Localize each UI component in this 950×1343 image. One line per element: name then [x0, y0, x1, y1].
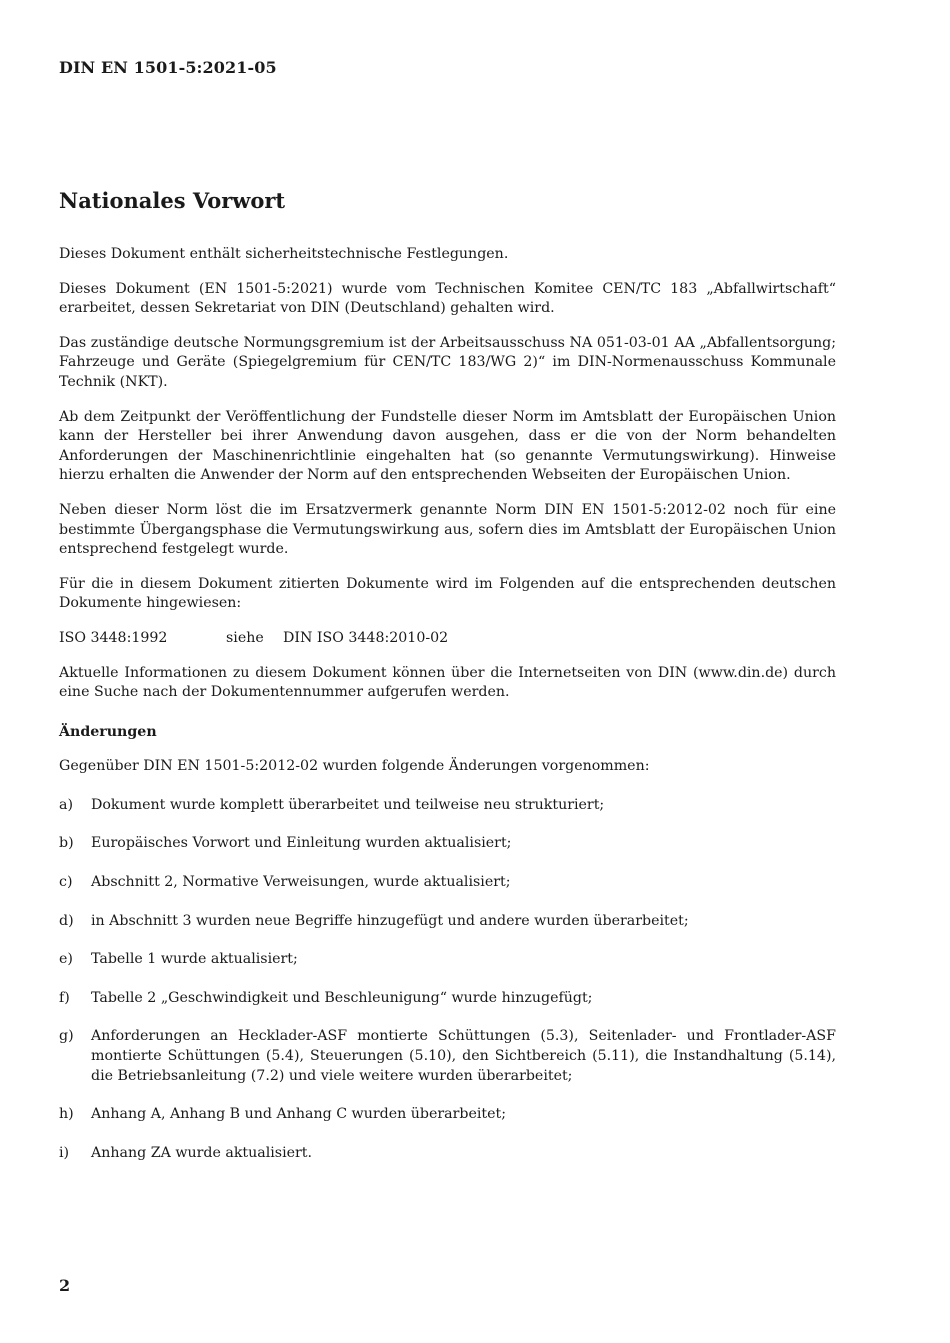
page-number: 2: [59, 1276, 71, 1295]
list-marker: b): [59, 835, 74, 852]
info-paragraph: Aktuelle Informationen zu diesem Dokument können über die Internetseiten von DIN (www.din.de) durch eine Suche nach der Dokumentennummer aufgerufen werden.: [59, 664, 836, 701]
reference-iso: ISO 3448:1992: [59, 629, 168, 646]
list-item: [59, 950, 836, 970]
list-text: Anhang A, Anhang B und Anhang C wurden überarbeitet;: [91, 1106, 506, 1123]
list-text: Anhang ZA wurde aktualisiert.: [91, 1144, 313, 1161]
list-marker: e): [59, 951, 73, 968]
changes-intro: Gegenüber DIN EN 1501-5:2012-02 wurden folgende Änderungen vorgenommen:: [59, 758, 650, 775]
changes-heading: Änderungen: [59, 723, 157, 740]
list-item: [59, 796, 836, 816]
list-marker: f): [59, 989, 70, 1006]
reference-din: DIN ISO 3448:2010-02: [283, 629, 449, 646]
paragraph-6: Für die in diesem Dokument zitierten Dokumente wird im Folgenden auf die entsprechenden deutschen Dokumente hingewiesen:: [59, 575, 836, 612]
list-marker: h): [59, 1106, 74, 1123]
list-item: [59, 1027, 836, 1086]
list-text: Anforderungen an Hecklader-ASF montierte Schüttungen (5.3), Seitenlader- und Frontlader-ASF montierte Schüttungen (5.4), Steuerungen (5.10), den Sichtbereich (5.11), die Instandhaltung (5.14), die Betriebsanleitung (7.2) und viele weitere wurden überarbeitet;: [91, 1028, 836, 1084]
list-item: [59, 834, 836, 854]
list-marker: a): [59, 796, 73, 813]
list-text: in Abschnitt 3 wurden neue Begriffe hinzugefügt und andere wurden überarbeitet;: [91, 912, 689, 929]
list-item: [59, 912, 836, 932]
paragraph-2: Dieses Dokument (EN 1501-5:2021) wurde vom Technischen Komitee CEN/TC 183 „Abfallwirtschaft“ erarbeitet, dessen Sekretariat von DIN (Deutschland) gehalten wird.: [59, 280, 836, 317]
list-item: [59, 1105, 836, 1125]
list-text: Abschnitt 2, Normative Verweisungen, wurde aktualisiert;: [91, 874, 511, 891]
list-text: Europäisches Vorwort und Einleitung wurden aktualisiert;: [91, 835, 512, 852]
list-item: [59, 873, 836, 893]
list-text: Tabelle 1 wurde aktualisiert;: [91, 951, 298, 968]
paragraph-3: Das zuständige deutsche Normungsgremium ist der Arbeitsausschuss NA 051-03-01 AA „Abfallentsorgung; Fahrzeuge und Geräte (Spiegelgremium für CEN/TC 183/WG 2)“ im DIN-Normenausschuss Kommunale Technik (NKT).: [59, 334, 836, 390]
document-body: [59, 186, 836, 1182]
list-marker: d): [59, 912, 74, 929]
list-item: [59, 1144, 836, 1164]
page-title: Nationales Vorwort: [59, 188, 286, 213]
list-marker: c): [59, 874, 73, 891]
list-marker: i): [59, 1144, 70, 1161]
paragraph-4: Ab dem Zeitpunkt der Veröffentlichung der Fundstelle dieser Norm im Amtsblatt der Europäischen Union kann der Hersteller bei ihrer Anwendung davon ausgehen, dass er die von der Norm behandelten Anforderungen der Maschinenrichtlinie eingehalten hat (so genannte Vermutungswirkung). Hinweise hierzu erhalten die Anwender der Norm auf den entsprechenden Webseiten der Europäischen Union.: [59, 408, 836, 484]
reference-see: siehe: [226, 629, 264, 646]
list-text: Tabelle 2 „Geschwindigkeit und Beschleunigung“ wurde hinzugefügt;: [91, 989, 593, 1006]
list-marker: g): [59, 1028, 74, 1045]
list-text: Dokument wurde komplett überarbeitet und teilweise neu strukturiert;: [91, 796, 605, 813]
changes-list: [59, 796, 836, 1164]
reference-row: [59, 629, 836, 649]
list-item: [59, 989, 836, 1009]
paragraph-5: Neben dieser Norm löst die im Ersatzvermerk genannte Norm DIN EN 1501-5:2012-02 noch für eine bestimmte Übergangsphase die Vermutungswirkung aus, sofern dies im Amtsblatt der Europäischen Union entsprechend festgelegt wurde.: [59, 501, 836, 558]
paragraph-1: Dieses Dokument enthält sicherheitstechnische Festlegungen.: [59, 246, 509, 262]
document-header-id: DIN EN 1501-5:2021-05: [59, 58, 277, 77]
